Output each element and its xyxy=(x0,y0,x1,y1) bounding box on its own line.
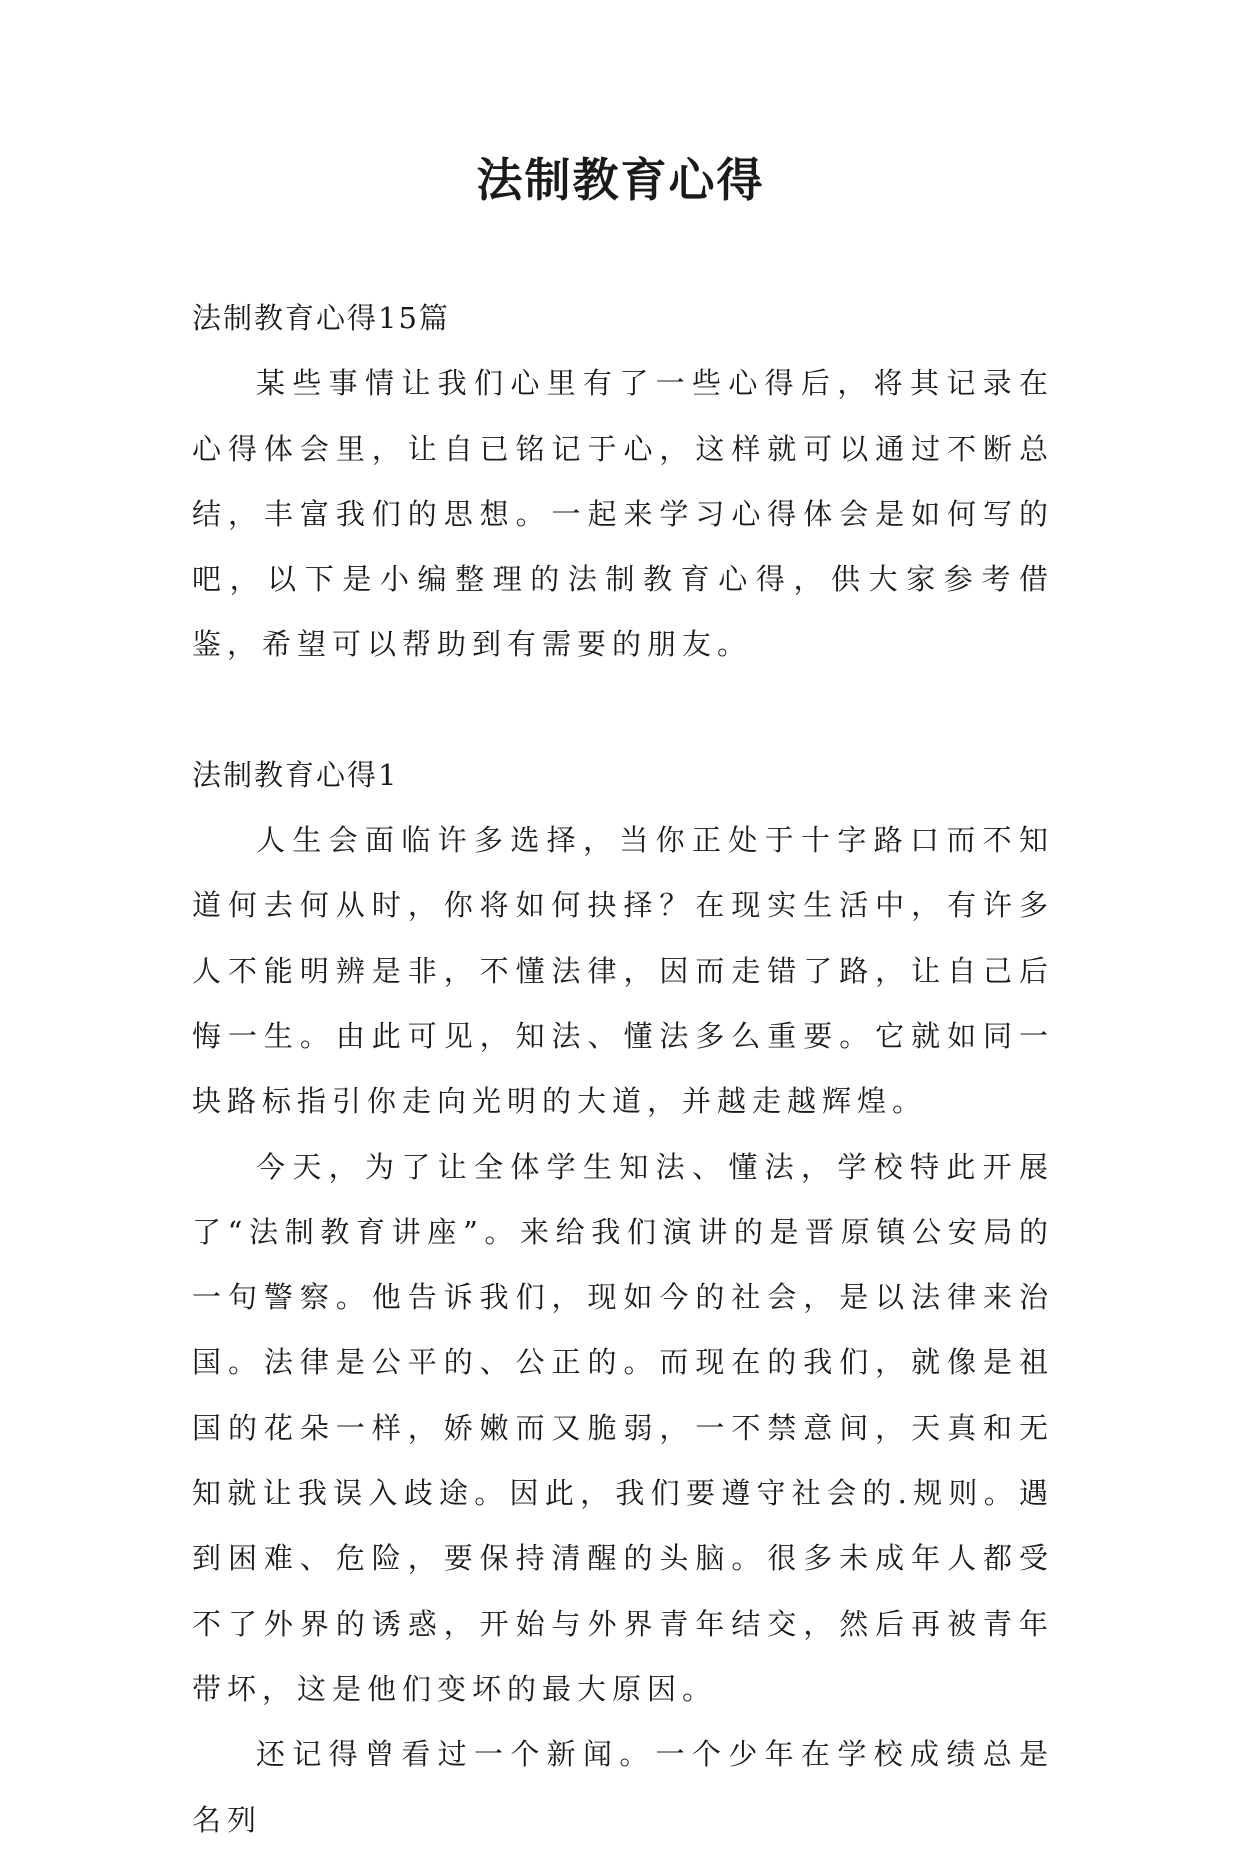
intro-paragraph: 某些事情让我们心里有了一些心得后，将其记录在心得体会里，让自已铭记于心，这样就可以通过不断总结，丰富我们的思想。一起来学习心得体会是如何写的吧，以下是小编整理的法制教育心得，供大家参考借鉴，希望可以帮助到有需要的朋友。 xyxy=(192,366,1054,662)
page-title: 法制教育心得 xyxy=(476,153,765,207)
section-1-heading: 法制教育心得1 xyxy=(192,757,399,792)
section-1-paragraph-3: 还记得曾看过一个新闻。一个少年在学校成绩总是名列 xyxy=(192,1737,1054,1837)
section-1-paragraph-2: 今天，为了让全体学生知法、懂法，学校特此开展了“法制教育讲座”。来给我们演讲的是晋原镇公安局的一句警察。他告诉我们，现如今的社会，是以法律来治国。法律是公平的、公正的。而现在的我们，就像是祖国的花朵一样，娇嫩而又脆弱，一不禁意间，天真和无知就让我误入歧途。因此，我们要遵守社会的.规则。遇到困难、危险，要保持清醒的头脑。很多未成年人都受不了外界的诱惑，开始与外界青年结交，然后再被青年带坏，这是他们变坏的最大原因。 xyxy=(192,1149,1054,1706)
document-body xyxy=(192,286,1054,1853)
section-1-paragraph-1: 人生会面临许多选择，当你正处于十字路口而不知道何去何从时，你将如何抉择？在现实生活中，有许多人不能明辨是非，不懂法律，因而走错了路，让自己后悔一生。由此可见，知法、懂法多么重要。它就如同一块路标指引你走向光明的大道，并越走越辉煌。 xyxy=(192,823,1054,1119)
section-spacer xyxy=(192,678,1054,743)
intro-heading: 法制教育心得15篇 xyxy=(192,301,450,335)
